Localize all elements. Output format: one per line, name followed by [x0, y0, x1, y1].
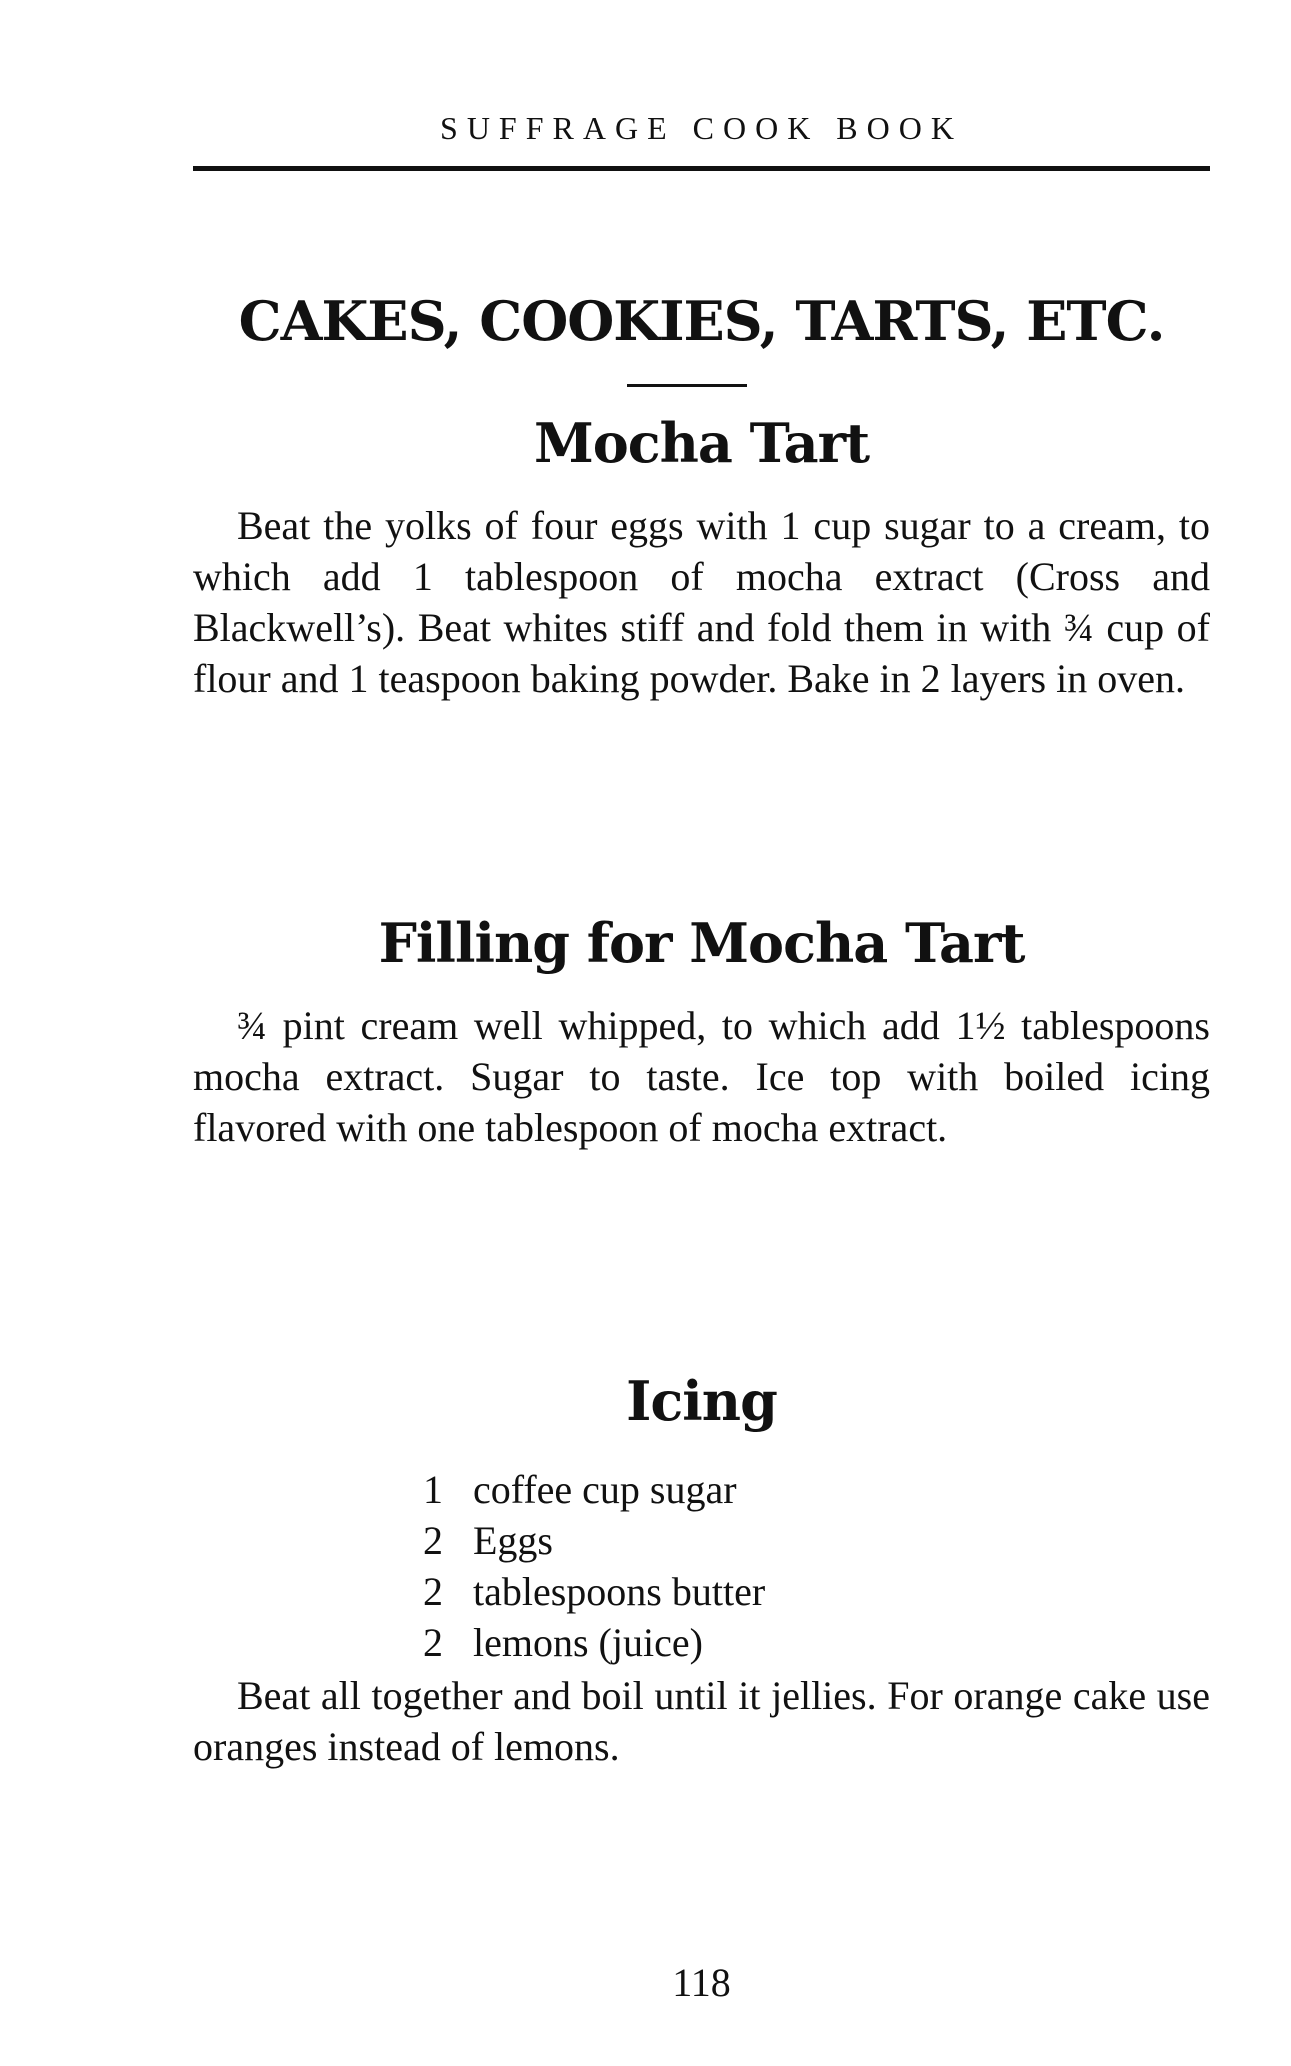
ingredient-name: tablespoons butter	[473, 1569, 766, 1614]
header-rule	[193, 166, 1210, 171]
page-number: 118	[672, 1960, 731, 2005]
ingredient-qty: 1	[423, 1467, 443, 1512]
recipe-title-mocha-tart: Mocha Tart	[533, 411, 870, 475]
ingredient-item	[423, 1464, 765, 1515]
ingredient-qty: 2	[423, 1620, 443, 1665]
ingredient-name: lemons (juice)	[473, 1620, 703, 1665]
ingredient-item	[423, 1617, 765, 1668]
section-title: CAKES, COOKIES, TARTS, ETC.	[238, 289, 1165, 353]
running-head: SUFFRAGE COOK BOOK	[440, 110, 963, 146]
recipe-title-filling: Filling for Mocha Tart	[378, 911, 1025, 975]
ingredient-qty: 2	[423, 1518, 443, 1563]
recipe-title-icing: Icing	[626, 1369, 777, 1433]
icing-ingredient-list	[423, 1464, 765, 1668]
ingredient-name: coffee cup sugar	[473, 1467, 737, 1512]
ingredient-item	[423, 1566, 765, 1617]
recipe-text-filling: ¾ pint cream well whipped, to which add 1½ tablespoons mocha extract. Sugar to taste. Ice top with boiled icing flavored with one tablespoon of mocha extract.	[193, 1003, 1210, 1150]
title-divider	[627, 384, 747, 387]
recipe-text-mocha-tart: Beat the yolks of four eggs with 1 cup sugar to a cream, to which add 1 tablespoon of mocha extract (Cross and Blackwell’s). Beat whites stiff and fold them in with ¾ cup of flour and 1 teaspoon baking powder. Bake in 2 layers in oven.	[193, 503, 1210, 701]
recipe-text-icing: Beat all together and boil until it jellies. For orange cake use oranges instead of lemons.	[193, 1673, 1210, 1769]
ingredient-item	[423, 1515, 765, 1566]
ingredient-name: Eggs	[473, 1518, 553, 1563]
ingredient-qty: 2	[423, 1569, 443, 1614]
